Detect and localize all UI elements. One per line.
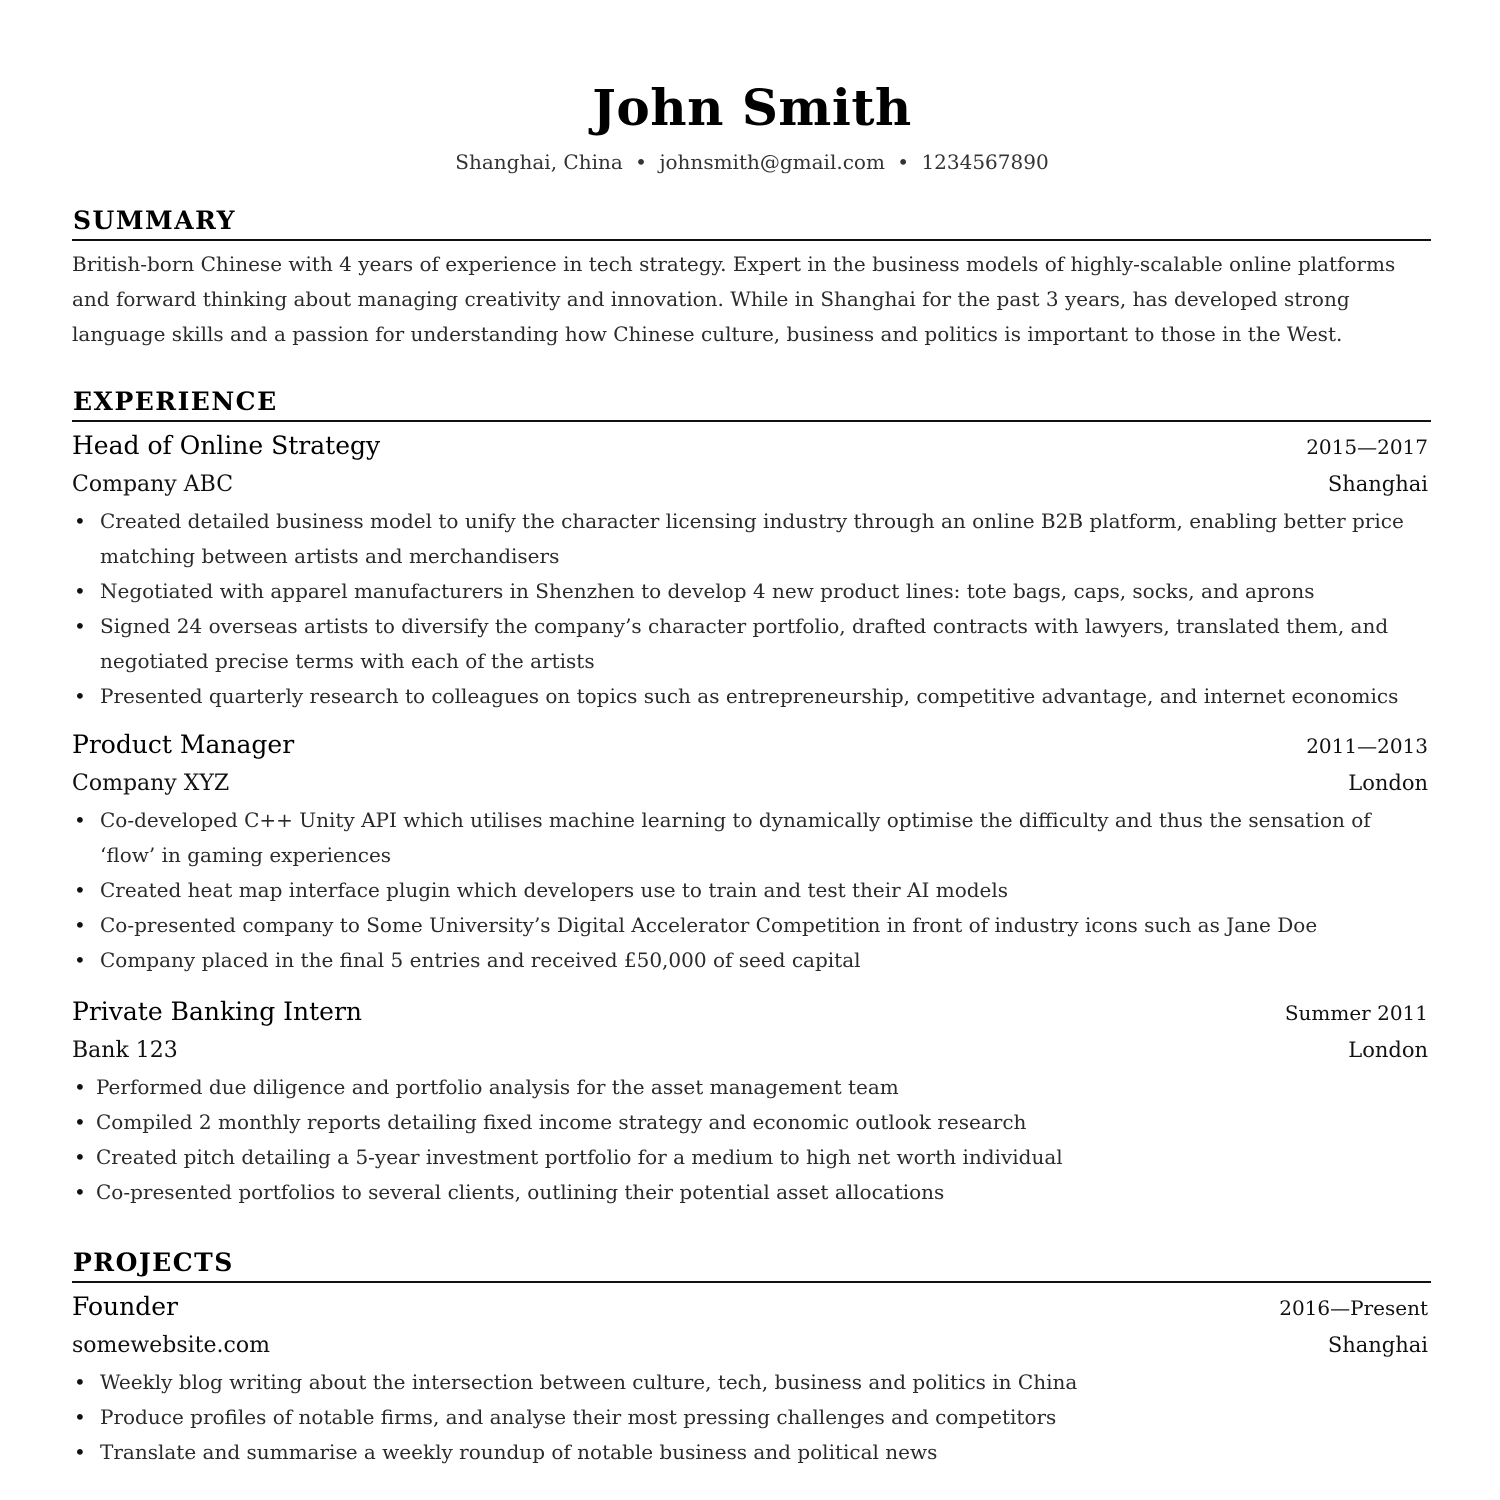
contact-location: Shanghai, China	[455, 150, 623, 174]
section-title-experience: EXPERIENCE	[73, 387, 278, 416]
section-divider	[72, 239, 1431, 241]
entry-bullets	[72, 803, 1412, 978]
candidate-name: John Smith	[592, 78, 912, 137]
experience-entry	[72, 994, 1432, 1210]
list-item: • Created detailed business model to unify the character licensing industry through an online B2B platform, enabling better price matching between artists and merchandisers	[72, 504, 1412, 574]
list-item: • Signed 24 overseas artists to diversify the company’s character portfolio, drafted contracts with lawyers, translated them, and negotiated precise terms with each of the artists	[72, 609, 1412, 679]
entry-organization: Company ABC	[72, 472, 234, 497]
list-item: • Created pitch detailing a 5-year investment portfolio for a medium to high net worth individual	[72, 1140, 1412, 1175]
entry-location: Shanghai	[1327, 1333, 1428, 1357]
list-item: • Performed due diligence and portfolio analysis for the asset management team	[72, 1070, 1412, 1105]
summary-section	[72, 204, 1432, 352]
entry-role: Founder	[72, 1292, 178, 1321]
list-item: • Weekly blog writing about the intersection between culture, tech, business and politics in China	[72, 1365, 1412, 1400]
entry-role: Private Banking Intern	[72, 997, 363, 1026]
projects-section	[72, 1246, 1432, 1470]
summary-text: British-born Chinese with 4 years of experience in tech strategy. Expert in the business models of highly-scalable online platforms and forward thinking about managing creativity and innovation. While in Shanghai for the past 3 years, has developed strong language skills and a passion for understanding how Chinese culture, business and politics is important to those in the West.	[72, 252, 1396, 346]
entry-dates: Summer 2011	[1284, 1001, 1428, 1025]
section-divider	[72, 420, 1431, 422]
entry-dates: 2011—2013	[1306, 734, 1428, 758]
contact-phone: 1234567890	[921, 150, 1049, 174]
entry-location: London	[1348, 1038, 1428, 1062]
entry-location: London	[1348, 771, 1428, 795]
list-item: • Produce profiles of notable firms, and analyse their most pressing challenges and competitors	[72, 1400, 1412, 1435]
list-item: • Presented quarterly research to colleagues on topics such as entrepreneurship, competitive advantage, and internet economics	[72, 679, 1412, 714]
entry-bullets	[72, 1070, 1412, 1210]
entry-role: Product Manager	[72, 730, 295, 759]
section-title-summary: SUMMARY	[73, 206, 236, 235]
entry-organization: Company XYZ	[72, 771, 230, 796]
contact-email: johnsmith@gmail.com	[659, 150, 885, 174]
entry-bullets	[72, 1365, 1412, 1470]
list-item: • Company placed in the final 5 entries and received £50,000 of seed capital	[72, 943, 1412, 978]
list-item: • Co-developed C++ Unity API which utilises machine learning to dynamically optimise the difficulty and thus the sensation of ‘flow’ in gaming experiences	[72, 803, 1412, 873]
list-item: • Created heat map interface plugin which developers use to train and test their AI models	[72, 873, 1412, 908]
entry-location: Shanghai	[1327, 472, 1428, 496]
entry-dates: 2015—2017	[1306, 435, 1428, 459]
list-item: • Translate and summarise a weekly roundup of notable business and political news	[72, 1435, 1412, 1470]
list-item: • Compiled 2 monthly reports detailing fixed income strategy and economic outlook research	[72, 1105, 1412, 1140]
contact-line	[72, 148, 1432, 176]
entry-role: Head of Online Strategy	[72, 431, 381, 460]
list-item: • Co-presented portfolios to several clients, outlining their potential asset allocations	[72, 1175, 1412, 1210]
section-title-projects: PROJECTS	[73, 1248, 234, 1277]
entry-bullets	[72, 504, 1412, 714]
contact-separator: •	[897, 150, 910, 174]
list-item: • Co-presented company to Some University’s Digital Accelerator Competition in front of industry icons such as Jane Doe	[72, 908, 1412, 943]
entry-dates: 2016—Present	[1279, 1296, 1428, 1320]
experience-entry	[72, 428, 1432, 714]
experience-section	[72, 385, 1432, 1210]
resume-header	[72, 0, 1432, 176]
contact-separator: •	[635, 150, 647, 174]
section-divider	[72, 1281, 1431, 1283]
experience-entry	[72, 727, 1432, 978]
entry-organization: somewebsite.com	[72, 1333, 270, 1358]
resume-page	[72, 0, 1432, 1500]
project-entry	[72, 1289, 1432, 1470]
entry-organization: Bank 123	[72, 1038, 178, 1063]
list-item: • Negotiated with apparel manufacturers in Shenzhen to develop 4 new product lines: tote bags, caps, socks, and aprons	[72, 574, 1412, 609]
